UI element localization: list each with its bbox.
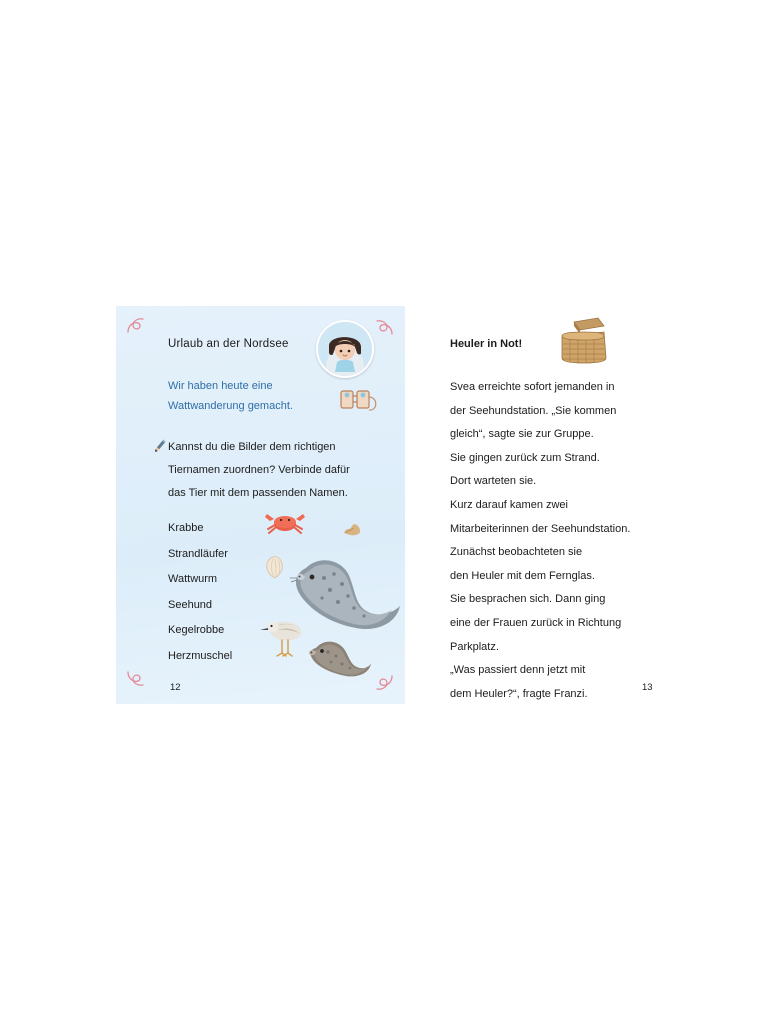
body-line: den Heuler mit dem Fernglas. [450, 569, 595, 582]
crab-sticker-icon [264, 508, 306, 536]
body-line: Mitarbeiterinnen der Seehundstation. [450, 522, 631, 535]
list-item[interactable]: Herzmuschel [168, 649, 233, 662]
intro-line: Wattwanderung gemacht. [168, 400, 293, 412]
page-number: 12 [170, 682, 181, 693]
binoculars-doodle-icon [338, 386, 382, 418]
instruction-text [168, 436, 368, 505]
page-title: Urlaub an der Nordsee [168, 338, 289, 350]
girl-portrait-sticker [316, 320, 374, 378]
body-line: dem Heuler?“, fragte Franzi. [450, 687, 588, 700]
body-line: Svea erreichte sofort jemanden in [450, 381, 615, 393]
pencil-icon [152, 438, 168, 454]
body-line: Kurz darauf kamen zwei [450, 498, 568, 511]
harbour-seal-sticker-icon [298, 632, 372, 684]
body-line: Dort warteten sie. [450, 475, 537, 488]
body-line: Sie besprachen sich. Dann ging [450, 593, 606, 606]
intro-text [168, 376, 343, 416]
body-line: der Seehundstation. „Sie kommen [450, 404, 617, 417]
list-item[interactable]: Strandläufer [168, 547, 228, 560]
list-item[interactable]: Krabbe [168, 522, 204, 534]
body-line: gleich“, sagte sie zur Gruppe. [450, 428, 594, 441]
swirl-doodle-icon [124, 314, 146, 336]
body-line: eine der Frauen zurück in Richtung [450, 616, 622, 629]
intro-line: Wir haben heute eine [168, 380, 273, 392]
list-item[interactable]: Seehund [168, 598, 213, 611]
wicker-basket-illustration-icon [554, 316, 612, 366]
right-page [450, 306, 665, 704]
body-line: Parkplatz. [450, 640, 499, 653]
body-line: „Was passiert denn jetzt mit [450, 664, 586, 677]
swirl-doodle-icon [374, 316, 396, 338]
animal-name-list [168, 516, 232, 669]
body-line: Zunächst beobachteten sie [450, 546, 583, 559]
instruction-line: das Tier mit dem passenden Namen. [168, 487, 348, 499]
swirl-doodle-icon [124, 668, 146, 690]
list-item[interactable]: Wattwurm [168, 573, 218, 585]
story-body [450, 376, 650, 706]
list-item[interactable]: Kegelrobbe [168, 624, 225, 636]
lugworm-sticker-icon [340, 518, 364, 538]
swirl-doodle-icon [374, 672, 396, 694]
page-number: 13 [642, 682, 653, 693]
left-page [116, 306, 405, 704]
section-heading: Heuler in Not! [450, 338, 523, 350]
instruction-line: Tiernamen zuordnen? Verbinde dafür [168, 464, 350, 476]
instruction-line: Kannst du die Bilder dem richtigen [168, 441, 336, 453]
body-line: Sie gingen zurück zum Strand. [450, 451, 600, 464]
